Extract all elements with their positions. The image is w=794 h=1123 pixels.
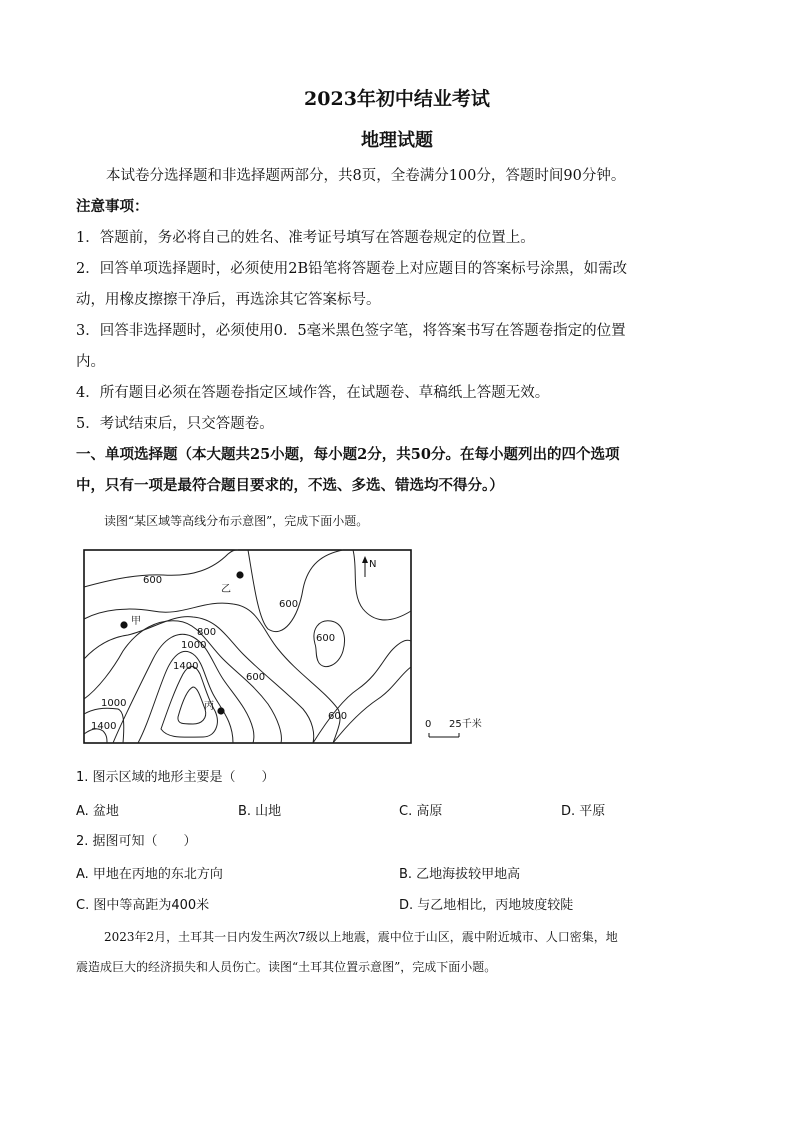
contour-label: 1000 [101, 698, 127, 709]
notice-heading: 注意事项： [76, 198, 149, 215]
map-intro: 读图“某区域等高线分布示意图”，完成下面小题。 [104, 514, 369, 528]
contour-label: 600 [143, 575, 163, 586]
scale-zero: 0 [425, 719, 432, 730]
q1-option-d: D. 平原 [561, 804, 606, 819]
contour-label: 600 [316, 633, 336, 644]
q2-option-d: D. 与乙地相比，丙地坡度较陡 [399, 898, 574, 913]
contour-label: 1000 [181, 640, 207, 651]
scale-bar [429, 733, 459, 737]
scale-distance: 25千米 [449, 719, 482, 730]
exam-title: 2023年初中结业考试 [304, 88, 490, 110]
notice-item: 1．答题前，务必将自己的姓名、准考证号填写在答题卷规定的位置上。 [76, 230, 535, 246]
section-heading: 一、单项选择题（本大题共25小题，每小题2分，共50分。在每小题列出的四个选项 [76, 446, 620, 463]
label-jia: 甲 [131, 616, 141, 627]
contour-label: 1400 [173, 661, 199, 672]
section-heading: 中，只有一项是最符合题目要求的，不选、多选、错选均不得分。） [76, 477, 504, 494]
contour-label: 600 [279, 599, 299, 610]
q2-option-b: B. 乙地海拔较甲地高 [399, 867, 521, 882]
contour-map [83, 549, 493, 749]
exam-subject: 地理试题 [361, 130, 433, 151]
contour-label: 600 [328, 711, 348, 722]
q2-option-a: A. 甲地在丙地的东北方向 [76, 867, 223, 882]
contour-label: 800 [197, 627, 217, 638]
label-yi: 乙 [221, 584, 231, 595]
notice-item: 内。 [76, 354, 105, 370]
notice-item: 2．回答单项选择题时，必须使用2B铅笔将答题卷上对应题目的答案标号涂黑，如需改 [76, 261, 628, 277]
passage-text: 震造成巨大的经济损失和人员伤亡。读图“土耳其位置示意图”，完成下面小题。 [76, 960, 497, 974]
notice-item: 4．所有题目必须在答题卷指定区域作答，在试题卷、草稿纸上答题无效。 [76, 385, 550, 401]
passage-text: 2023年2月，土耳其一日内发生两次7级以上地震，震中位于山区，震中附近城市、人口密集，地 [104, 930, 618, 944]
contour-label: 600 [246, 672, 266, 683]
intro-text: 本试卷分选择题和非选择题两部分，共8页，全卷满分100分，答题时间90分钟。 [106, 168, 626, 184]
north-label: N [369, 559, 377, 570]
contour-label: 1400 [91, 721, 117, 732]
label-bing: 丙 [204, 701, 214, 712]
q2-option-c: C. 图中等高距为400米 [76, 898, 210, 913]
q1-option-c: C. 高原 [399, 804, 443, 819]
q1-option-a: A. 盆地 [76, 804, 119, 819]
question-1-stem: 1. 图示区域的地形主要是（ ） [76, 770, 275, 785]
q1-option-b: B. 山地 [238, 804, 282, 819]
notice-item: 5．考试结束后，只交答题卷。 [76, 416, 274, 432]
question-2-stem: 2. 据图可知（ ） [76, 834, 197, 849]
notice-item: 动，用橡皮擦擦干净后，再选涂其它答案标号。 [76, 292, 381, 308]
notice-item: 3．回答非选择题时，必须使用0．5毫米黑色签字笔，将答案书写在答题卷指定的位置 [76, 323, 626, 339]
north-arrow-icon [362, 556, 368, 577]
